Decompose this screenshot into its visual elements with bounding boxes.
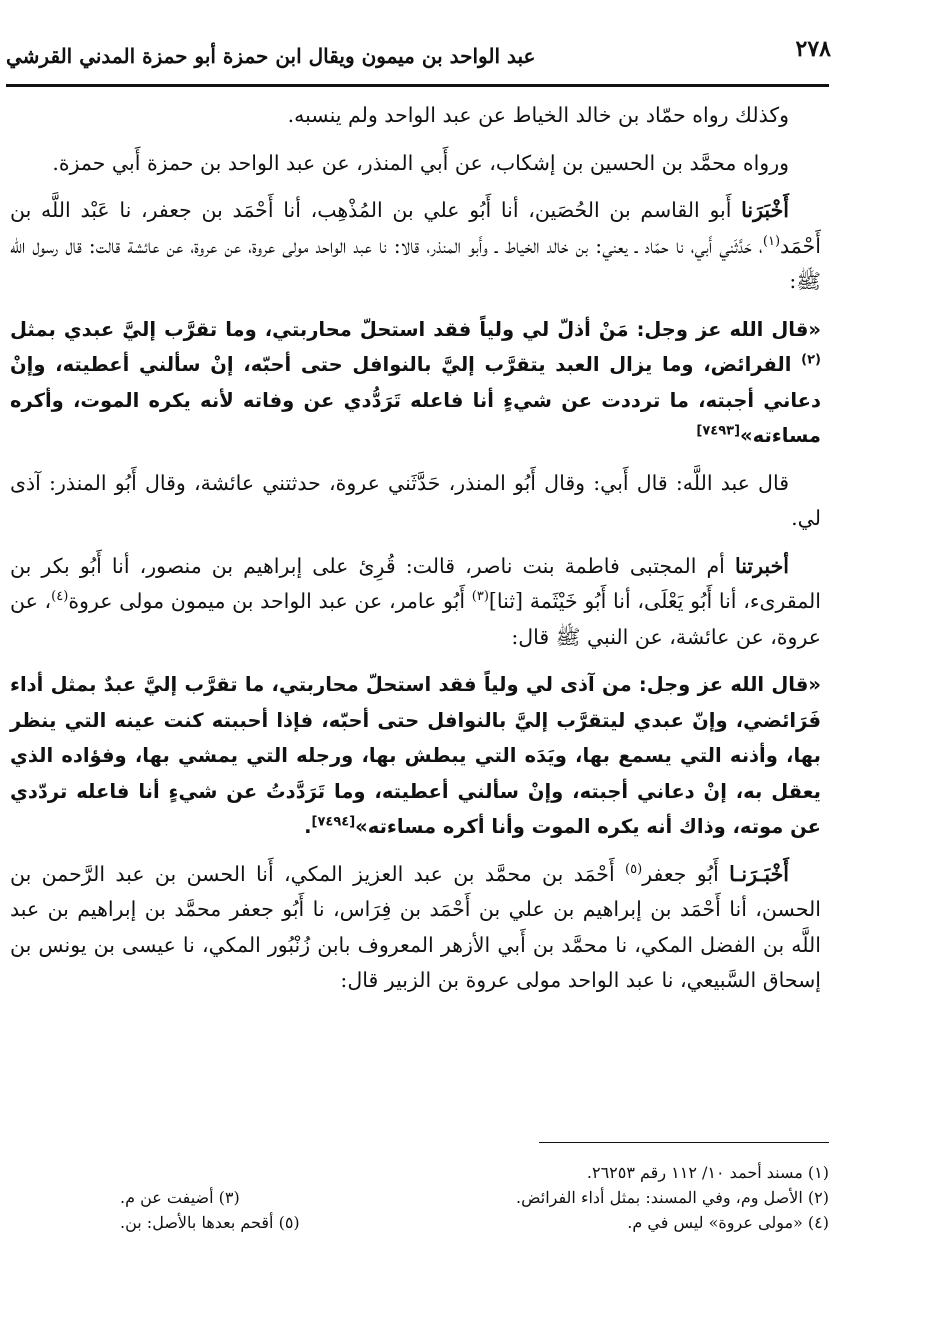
footnote-rule: [539, 1142, 829, 1143]
footnote-row: [120, 1210, 829, 1235]
isnad-text: أم المجتبى فاطمة بنت ناصر، قالت: قُرِئ على إبراهيم بن منصور، أنا أَبُو بكر بن المقرىء، أنا أَبُو يَعْلَى، أنا أَبُو خَيْثَمة [ثنا]: [10, 553, 821, 613]
footnote-ref: (٢): [801, 352, 821, 368]
hadith-paragraph-2: «قال الله عز وجل: من آذى لي ولياً فقد استحلّ محاربتي، ما تقرَّب إليَّ عبدٌ بمثل أداء فَرَائضي، وإنّ عبدي ليتقرَّب إليَّ بالنوافل حتى أحبّه، فإذا أحببته كنت عينه التي ينظر بها، وأذنه التي يسمع بها، ويَدَه التي يبطش بها، ورجله التي يمشي بها، وفؤاده الذي يعقل به، إنْ دعاني أجبته، وإنْ سألني أعطيته، وما تَرَدَّدتُ عن شيءٍ أنا فاعله تردّدي عن موته، وذاك أنه يكره الموت وأنا أكره مساءته»[٧٤٩٤].: [10, 673, 821, 838]
footnote-ref: (٣): [471, 589, 489, 605]
paragraph-6: [10, 549, 821, 656]
footnote-5: (٥) أقحم بعدها بالأصل: بن.: [120, 1213, 300, 1232]
hadith-text: الفرائض، وما يزال العبد يتقرَّب إليَّ بالنوافل حتى أحبّه، إنْ سألني أعطيته، وإنْ دعاني أجبته، ما ترددت عن شيءٍ أنا فاعله تَرَدُّدي عن وفاته لأنه يكره الموت، وأكره مساءته»: [10, 353, 821, 447]
paragraph-8: [10, 857, 821, 999]
hadith-text: «قال الله عز وجل: من آذى لي ولياً فقد استحلّ محاربتي، ما تقرَّب إليَّ عبدٌ بمثل أداء فَرَائضي، وإنّ عبدي ليتقرَّب إليَّ بالنوافل حتى أحبّه، فإذا أحببته كنت عينه التي ينظر بها، وأذنه التي يسمع بها، ويَدَه التي يبطش بها، ورجله التي يمشي بها، وفؤاده الذي يعقل به، إنْ دعاني أجبته، وإنْ سألني أعطيته، وما تَرَدَّدتُ عن شيءٍ أنا فاعله تردّدي عن موته، وذاك أنه يكره الموت وأنا أكره مساءته»: [10, 673, 821, 838]
hadith-number: [٧٤٩٤]: [311, 814, 356, 830]
isnad-text: أَبُو جعفر: [642, 861, 719, 886]
footnote-2: (٢) الأصل وم، وفي المسند: بمثل أداء الفرائض.: [516, 1188, 829, 1207]
paragraph-3: [10, 193, 821, 300]
isnad-text: أَحْمَد بن محمَّد بن عبد العزيز المكي، أَنا الحسن بن عبد الرَّحمن بن الحسن، أنا أَحْمَد بن إبراهيم بن علي بن أَحْمَد بن فِرَاس، نا أَبُو جعفر محمَّد بن إبراهيم بن عبد اللَّه بن الفضل المكي، نا محمَّد بن أَبي الأزهر المعروف بابن زُنْبُور المكي، نا عيسى بن يونس بن إسحاق السَّبيعي، نا عبد الواحد مولى عروة بن الزبير قال:: [10, 861, 821, 992]
footnote-3: (٣) أضيفت عن م.: [120, 1188, 240, 1207]
footnote-ref: (٤): [51, 589, 69, 605]
footnote-row: [120, 1160, 829, 1185]
lead-word: أخبرتنا: [734, 553, 789, 578]
running-title: عبد الواحد بن ميمون ويقال ابن حمزة أبو حمزة المدني القرشي: [6, 44, 536, 68]
footnote-ref: (١): [762, 233, 781, 249]
footnote-row: [120, 1185, 829, 1210]
hadith-number: [٧٤٩٣]: [696, 423, 741, 439]
hadith-paragraph-1: [10, 312, 821, 454]
footnote-ref: (٥): [625, 861, 643, 877]
header-rule: [6, 84, 829, 87]
isnad-text: أَبو القاسم بن الحُصَين، أنا أَبُو علي بن المُذْهِب، أنا أَحْمَد بن جعفر، نا عَبْد اللَّه بن أَحْمَد: [10, 198, 821, 258]
lead-word: أَخْبَـرَنـا: [729, 861, 789, 886]
paragraph-1: وكذلك رواه حمّاد بن خالد الخياط عن عبد الواحد ولم ينسبه.: [287, 103, 789, 127]
paragraph-2: ورواه محمَّد بن الحسين بن إشكاب، عن أَبي المنذر، عن عبد الواحد بن حمزة أَبي حمزة.: [52, 150, 789, 175]
page-number: ٢٧٨: [795, 36, 831, 62]
footnote-1: (١) مسند أحمد ١٠/ ١١٢ رقم ٢٦٢٥٣.: [586, 1163, 829, 1182]
isnad-text: ، عن عروة، عن عائشة، عن النبي ﷺ قال:: [10, 589, 821, 649]
isnad-text: ، حَدَّثَني أَبي، نا حمّاد ـ يعني: بن خالد الخياط ـ وأَبو المنذر، قالا: نا عبد الواحد مولى عروة، عن عروة، عن عائشة قالت: قال رسول الله ﷺ:: [10, 233, 821, 293]
footnote-4: (٤) «مولى عروة» ليس في م.: [627, 1213, 829, 1232]
hadith-text: «قال الله عز وجل: مَنْ أذلّ لي ولياً فقد استحلّ محاربتي، وما تقرَّب إليَّ عبدي بمثل: [10, 317, 821, 341]
isnad-text: أَبُو عامر، عن عبد الواحد بن ميمون مولى عروة: [68, 589, 466, 613]
main-text: [10, 98, 821, 1011]
paragraph-5: قال عبد اللَّه: قال أَبي: وقال أَبُو المنذر، حَدَّثَني عروة، حدثتني عائشة، وقال أَبُو المنذر: آذى لي.: [10, 470, 821, 530]
lead-word: أَخْبَرَنا: [741, 198, 789, 222]
footnotes: [120, 1160, 829, 1235]
